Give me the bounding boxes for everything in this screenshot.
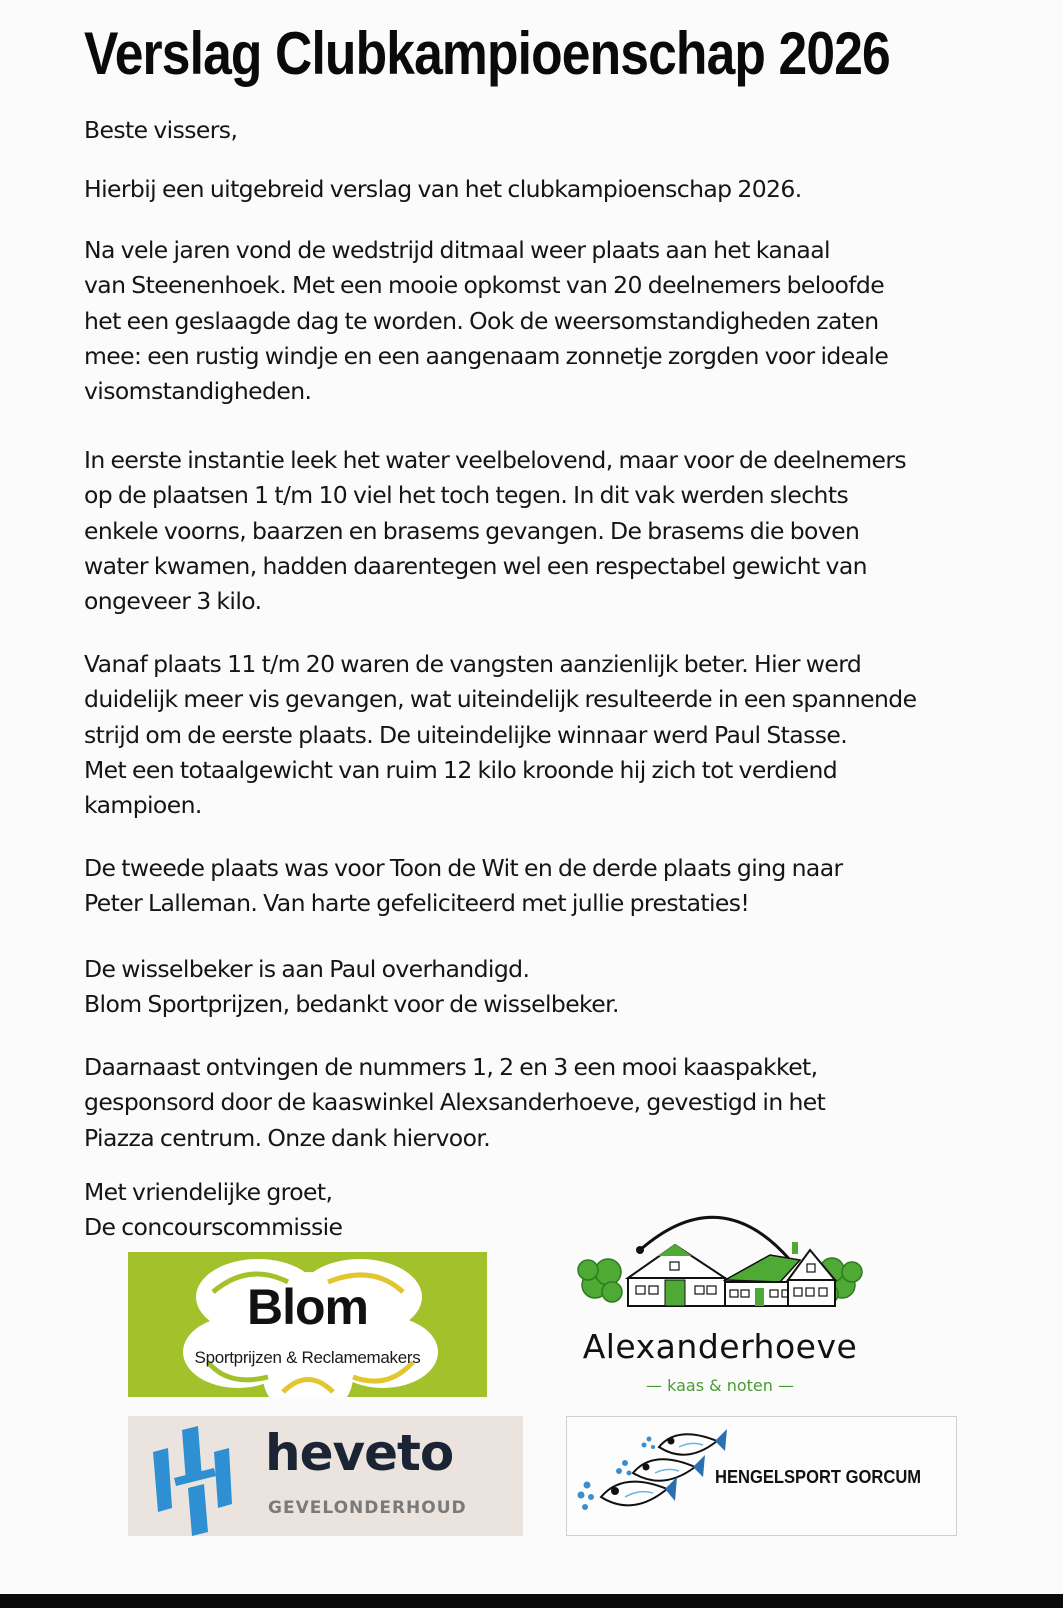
paragraph-first-section [84, 443, 984, 619]
hengelsport-gorcum-logo [566, 1416, 957, 1536]
paragraph-cheese [84, 1050, 984, 1156]
text-line: Blom Sportprijzen, bedankt voor de wisselbeker. [84, 990, 619, 1019]
text-line: ongeveer 3 kilo. [84, 587, 262, 616]
paragraph-runners-up [84, 851, 984, 922]
intro-text: Hierbij een uitgebreid verslag van het clubkampioenschap 2026. [84, 175, 802, 203]
text-line: Daarnaast ontvingen de nummers 1, 2 en 3 een mooi kaaspakket, [84, 1053, 818, 1081]
text-line: Peter Lalleman. Van harte gefeliciteerd met jullie prestaties! [84, 889, 750, 918]
text-line: gesponsord door de kaaswinkel Alexsanderhoeve, gevestigd in het [84, 1088, 826, 1117]
text-line: Piazza centrum. Onze dank hiervoor. [84, 1123, 491, 1152]
text-line: visomstandigheden. [84, 377, 312, 406]
alexanderhoeve-name: Alexanderhoeve [582, 1327, 858, 1366]
text-line: Met een totaalgewicht van ruim 12 kilo kroonde hij zich tot verdiend [84, 755, 838, 784]
text-line: het een geslaagde dag te worden. Ook de weersomstandigheden zaten [84, 306, 879, 335]
bottom-bar [0, 1594, 1063, 1608]
text-line: duidelijk meer vis gevangen, wat uiteindelijk resulteerde in een spannende [84, 685, 917, 714]
text-line: De tweede plaats was voor Toon de Wit en de derde plaats ging naar [84, 854, 843, 882]
text-line: mee: een rustig windje en een aangenaam zonnetje zorgden voor ideale [84, 341, 889, 370]
text-line: In eerste instantie leek het water veelbelovend, maar voor de deelnemers [84, 446, 907, 474]
text-line: kampioen. [84, 791, 202, 820]
farmhouse-icon [570, 1200, 870, 1330]
blom-name: Blom [247, 1279, 368, 1335]
greeting-text: Beste vissers, [84, 116, 238, 144]
blom-logo [128, 1252, 487, 1397]
alexanderhoeve-tagline: — kaas & noten — [646, 1376, 794, 1395]
text-line: op de plaatsen 1 t/m 10 viel het toch tegen. In dit vak werden slechts [84, 481, 849, 510]
paragraph-winner [84, 647, 984, 823]
greeting [84, 113, 984, 148]
hengelsport-gorcum-name: HENGELSPORT GORCUM [715, 1467, 922, 1487]
heveto-mark-icon [128, 1416, 258, 1536]
text-line: van Steenenhoek. Met een mooie opkomst van 20 deelnemers beloofde [84, 271, 885, 300]
intro [84, 172, 984, 207]
signature: De concourscommissie [84, 1213, 343, 1242]
alexanderhoeve-logo [570, 1200, 870, 1405]
text-line: strijd om de eerste plaats. De uiteindelijke winnaar werd Paul Stasse. [84, 720, 848, 749]
paragraph-location [84, 233, 984, 409]
text-line: Vanaf plaats 11 t/m 20 waren de vangsten aanzienlijk beter. Hier werd [84, 650, 862, 678]
blom-tagline: Sportprijzen & Reclamemakers [194, 1348, 421, 1367]
text-line: enkele voorns, baarzen en brasems gevangen. De brasems die boven [84, 516, 860, 545]
page-title: Verslag Clubkampioenschap 2026 [84, 20, 890, 87]
paragraph-trophy [84, 952, 984, 1023]
closing: Met vriendelijke groet, [84, 1178, 333, 1206]
heveto-logo [128, 1416, 523, 1536]
heveto-tagline: GEVELONDERHOUD [268, 1498, 467, 1518]
heveto-name: heveto [265, 1424, 454, 1482]
text-line: Na vele jaren vond de wedstrijd ditmaal weer plaats aan het kanaal [84, 236, 830, 264]
fish-icon [567, 1417, 737, 1536]
text-line: De wisselbeker is aan Paul overhandigd. [84, 955, 530, 983]
text-line: water kwamen, hadden daarentegen wel een respectabel gewicht van [84, 551, 867, 580]
